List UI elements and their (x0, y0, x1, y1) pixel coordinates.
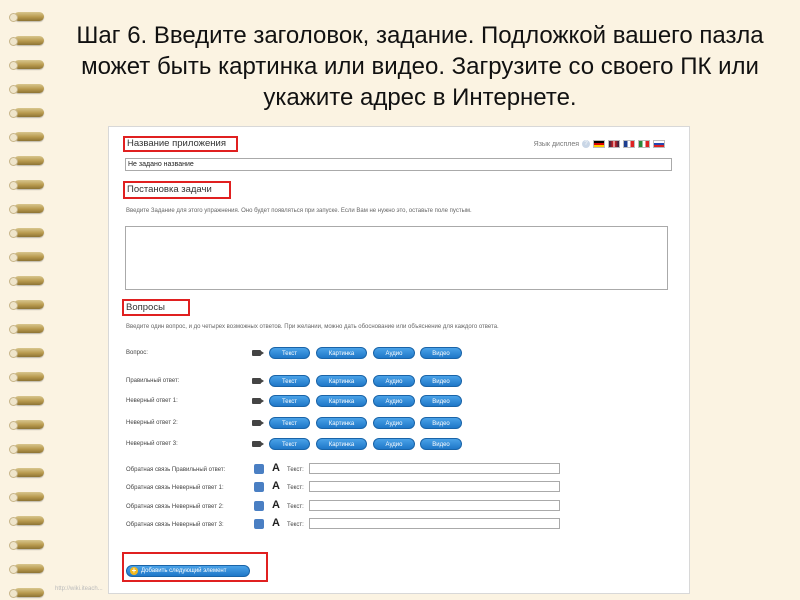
audio-button[interactable]: Аудио (373, 438, 415, 450)
audio-button[interactable]: Аудио (373, 375, 415, 387)
feedback-input[interactable] (309, 518, 560, 529)
app-name-heading: Название приложения (127, 138, 226, 149)
task-hint: Введите Задание для этого упражнения. Оно будет появляться при запуске. Если Вам не нужно это, оставьте поле пустым. (126, 208, 472, 214)
video-button[interactable]: Видео (420, 375, 462, 387)
spiral-ring (14, 228, 44, 237)
task-textarea[interactable] (125, 226, 668, 290)
media-icon[interactable] (254, 519, 264, 529)
spiral-ring (14, 180, 44, 189)
spiral-ring (14, 564, 44, 573)
spiral-ring (14, 204, 44, 213)
feedback-input[interactable] (309, 463, 560, 474)
spiral-ring (14, 132, 44, 141)
media-icon[interactable] (254, 482, 264, 492)
media-arrow-icon (252, 420, 261, 426)
spiral-ring (14, 276, 44, 285)
flag-ru-icon[interactable] (653, 140, 665, 148)
video-button[interactable]: Видео (420, 438, 462, 450)
spiral-ring (14, 540, 44, 549)
spiral-ring (14, 444, 44, 453)
media-arrow-icon (252, 350, 261, 356)
feedback-text-label: Текст: (287, 485, 304, 491)
row-label: Неверный ответ 2: (126, 420, 178, 426)
media-icon[interactable] (254, 501, 264, 511)
audio-button[interactable]: Аудио (373, 417, 415, 429)
app-name-input[interactable]: Не задано название (125, 158, 672, 171)
spiral-ring (14, 516, 44, 525)
video-button[interactable]: Видео (420, 347, 462, 359)
media-arrow-icon (252, 378, 261, 384)
text-format-icon[interactable]: A (272, 480, 280, 492)
flag-de-icon[interactable] (593, 140, 605, 148)
audio-button[interactable]: Аудио (373, 395, 415, 407)
image-button[interactable]: Картинка (316, 395, 367, 407)
audio-button[interactable]: Аудио (373, 347, 415, 359)
spiral-ring (14, 12, 44, 21)
media-arrow-icon (252, 398, 261, 404)
language-label: Язык дисплея (533, 140, 579, 148)
spiral-ring (14, 108, 44, 117)
flag-fr-icon[interactable] (623, 140, 635, 148)
notebook-spiral (0, 0, 48, 600)
video-button[interactable]: Видео (420, 395, 462, 407)
feedback-label: Обратная связь Неверный ответ 2: (126, 504, 224, 510)
text-format-icon[interactable]: A (272, 462, 280, 474)
language-selector[interactable] (534, 140, 665, 148)
feedback-text-label: Текст: (287, 504, 304, 510)
feedback-text-label: Текст: (287, 467, 304, 473)
text-button[interactable]: Текст (269, 438, 310, 450)
spiral-ring (14, 396, 44, 405)
text-format-icon[interactable]: A (272, 499, 280, 511)
feedback-label: Обратная связь Неверный ответ 1: (126, 485, 224, 491)
row-label: Неверный ответ 3: (126, 441, 178, 447)
spiral-ring (14, 348, 44, 357)
slide-title: Шаг 6. Введите заголовок, задание. Подложкой вашего пазла может быть картинка или видео. Загрузите со своего ПК или укажите адрес в Интернете. (76, 22, 764, 111)
image-button[interactable]: Картинка (316, 417, 367, 429)
plus-icon: + (131, 566, 137, 575)
flag-it-icon[interactable] (638, 140, 650, 148)
row-label: Неверный ответ 1: (126, 398, 178, 404)
add-button-label: Добавить следующий элемент (141, 568, 227, 574)
text-format-icon[interactable]: A (272, 517, 280, 529)
image-button[interactable]: Картинка (316, 375, 367, 387)
text-button[interactable]: Текст (269, 395, 310, 407)
video-button[interactable]: Видео (420, 417, 462, 429)
feedback-text-label: Текст: (287, 522, 304, 528)
row-label: Правильный ответ: (126, 378, 180, 384)
text-button[interactable]: Текст (269, 417, 310, 429)
image-button[interactable]: Картинка (316, 347, 367, 359)
media-arrow-icon (252, 441, 261, 447)
media-icon[interactable] (254, 464, 264, 474)
spiral-ring (14, 84, 44, 93)
spiral-ring (14, 252, 44, 261)
spiral-ring (14, 60, 44, 69)
spiral-ring (14, 36, 44, 45)
spiral-ring (14, 468, 44, 477)
row-label: Вопрос: (126, 350, 148, 356)
questions-hint: Введите один вопрос, и до четырех возможных ответов. При желании, можно дать обоснование или объяснение для каждого ответа. (126, 324, 499, 330)
spiral-ring (14, 588, 44, 597)
questions-heading: Вопросы (126, 302, 165, 313)
text-button[interactable]: Текст (269, 375, 310, 387)
spiral-ring (14, 300, 44, 309)
help-icon[interactable]: ? (582, 140, 590, 148)
feedback-label: Обратная связь Неверный ответ 3: (126, 522, 224, 528)
text-button[interactable]: Текст (269, 347, 310, 359)
add-next-element-button[interactable] (126, 565, 250, 577)
spiral-ring (14, 156, 44, 165)
spiral-ring (14, 492, 44, 501)
feedback-input[interactable] (309, 500, 560, 511)
task-heading: Постановка задачи (127, 184, 212, 195)
feedback-input[interactable] (309, 481, 560, 492)
flag-gb-icon[interactable] (608, 140, 620, 148)
image-button[interactable]: Картинка (316, 438, 367, 450)
footer-url: http://wiki.iteach... (55, 586, 103, 592)
app-screenshot (108, 126, 690, 594)
spiral-ring (14, 324, 44, 333)
feedback-label: Обратная связь Правильный ответ: (126, 467, 226, 473)
spiral-ring (14, 372, 44, 381)
spiral-ring (14, 420, 44, 429)
